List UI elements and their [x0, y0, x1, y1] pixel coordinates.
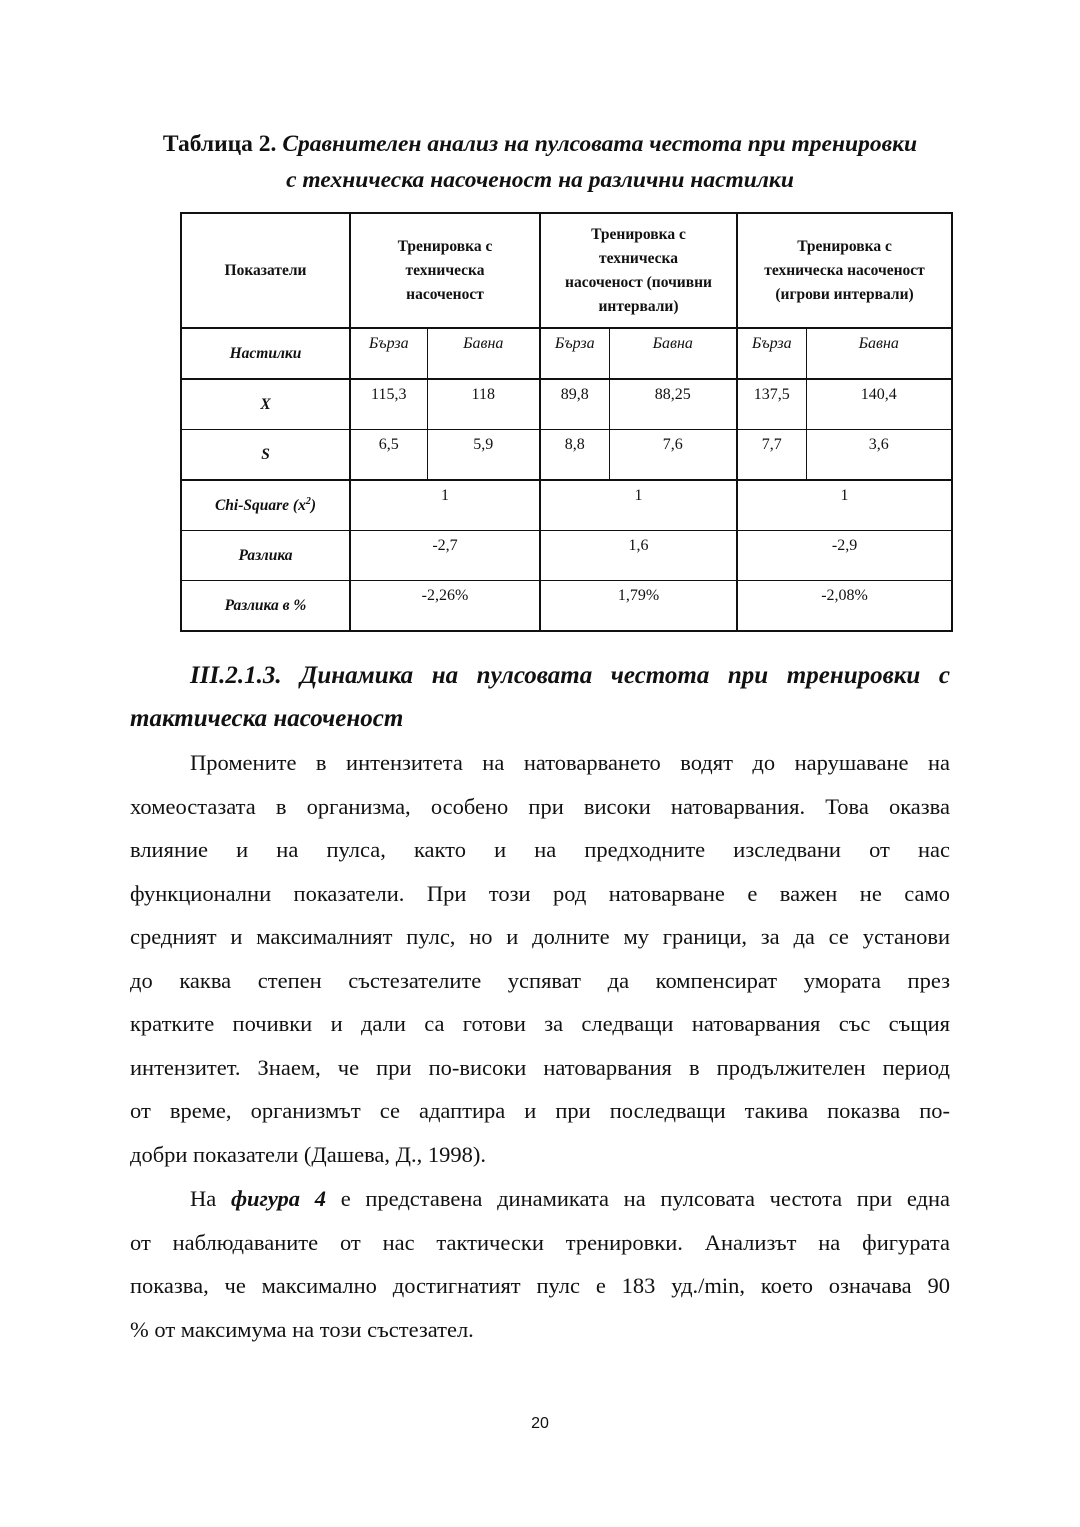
- table-cell: 1: [540, 480, 737, 531]
- table-row-difference: [181, 531, 952, 581]
- table-cell: 6,5: [350, 430, 427, 481]
- text-line: На фигура 4 е представена динамиката на пулсовата честота при една: [190, 1186, 950, 1211]
- paragraph-1: [130, 741, 950, 1176]
- table-cell: 89,8: [540, 379, 609, 430]
- caption-label: Таблица 2.: [162, 131, 277, 157]
- pulse-comparison-table: [180, 212, 953, 632]
- table-row-surfaces: [181, 328, 952, 379]
- section-heading-line1: III.2.1.3. Динамика на пулсовата честота при тренировки с: [190, 662, 950, 689]
- table-cell: -2,08%: [737, 581, 952, 632]
- text-line: до каква степен състезателите успяват да компенсират умората през: [130, 967, 950, 993]
- text-line: показва, че максимално достигнатият пулс е 183 уд./min, което означава 90: [130, 1273, 950, 1298]
- row-label: Настилки: [181, 328, 350, 379]
- text-line: от наблюдаваните от нас тактически тренировки. Анализът на фигурата: [130, 1229, 950, 1255]
- table-cell: -2,7: [350, 531, 540, 581]
- table-cell: Бърза: [540, 328, 609, 379]
- table-cell: 118: [427, 379, 540, 430]
- text-line: от време, организмът се адаптира и при последващи такива показва по-: [130, 1098, 950, 1123]
- header-group-technical: Тренировка с техническа насоченост: [350, 213, 540, 328]
- header-group-rest-intervals: Тренировка с техническа насоченост (почивни интервали): [540, 213, 737, 328]
- text-line: функционални показатели. При този род натоварване е важен не само: [130, 880, 950, 906]
- table-row-mean: [181, 379, 952, 430]
- table-cell: 7,7: [737, 430, 806, 481]
- table-cell: Бавна: [609, 328, 737, 379]
- table-cell: 88,25: [609, 379, 737, 430]
- text-line: интензитет. Знаем, че при по-високи натоварвания в продължителен период: [130, 1054, 950, 1080]
- caption-title-line2: с техническа насоченост на различни настилки: [286, 167, 794, 193]
- table-cell: 137,5: [737, 379, 806, 430]
- caption-title-line1: Сравнителен анализ на пулсовата честота при тренировки: [282, 131, 918, 157]
- table-row-std: [181, 430, 952, 481]
- text-line: добри показатели (Дашева, Д., 1998).: [130, 1141, 486, 1167]
- table-cell: Бърза: [737, 328, 806, 379]
- table-caption: [120, 126, 960, 198]
- row-label: Разлика: [181, 531, 350, 581]
- header-indicators: Показатели: [181, 213, 350, 328]
- text-line: Промените в интензитета на натоварването водят до нарушаване на: [190, 750, 950, 775]
- section-heading: [130, 654, 950, 740]
- table-row-chi-square: [181, 480, 952, 531]
- text-line: кратките почивки и дали са готови за следващи натоварвания със същия: [130, 1011, 950, 1036]
- paragraph-2: [130, 1177, 950, 1351]
- table-cell: Бавна: [806, 328, 952, 379]
- row-label: Chi-Square $(x^2)$: [181, 480, 350, 531]
- table-cell: Бавна: [427, 328, 540, 379]
- section-heading-line2: тактическа насоченост: [130, 705, 404, 732]
- figure-reference: фигура 4: [230, 1186, 326, 1211]
- table-cell: -2,9: [737, 531, 952, 581]
- table-row-difference-pct: [181, 581, 952, 632]
- page-number: 20: [531, 1415, 549, 1432]
- row-label: X: [181, 379, 350, 430]
- table-cell: 7,6: [609, 430, 737, 481]
- table-cell: 1: [737, 480, 952, 531]
- table-cell: 1,79%: [540, 581, 737, 632]
- text-line: хомеостазата в организма, особено при високи натоварвания. Това оказва: [130, 793, 950, 819]
- table-cell: 5,9: [427, 430, 540, 481]
- table-cell: 1: [350, 480, 540, 531]
- text-line: влияние и на пулса, както и на предходните изследвани от нас: [130, 837, 950, 862]
- text-line: средният и максималният пулс, но и долните му граници, за да се установи: [130, 924, 950, 949]
- table-cell: 115,3: [350, 379, 427, 430]
- table-cell: -2,26%: [350, 581, 540, 632]
- table-cell: Бърза: [350, 328, 427, 379]
- table-header-row: [181, 213, 952, 328]
- table-cell: 1,6: [540, 531, 737, 581]
- row-label: S: [181, 430, 350, 481]
- header-group-game-intervals: Тренировка с техническа насоченост (игрови интервали): [737, 213, 952, 328]
- table-cell: 8,8: [540, 430, 609, 481]
- table-cell: 140,4: [806, 379, 952, 430]
- table-cell: 3,6: [806, 430, 952, 481]
- row-label: Разлика в %: [181, 581, 350, 632]
- text-line: % от максимума на този състезател.: [130, 1316, 474, 1342]
